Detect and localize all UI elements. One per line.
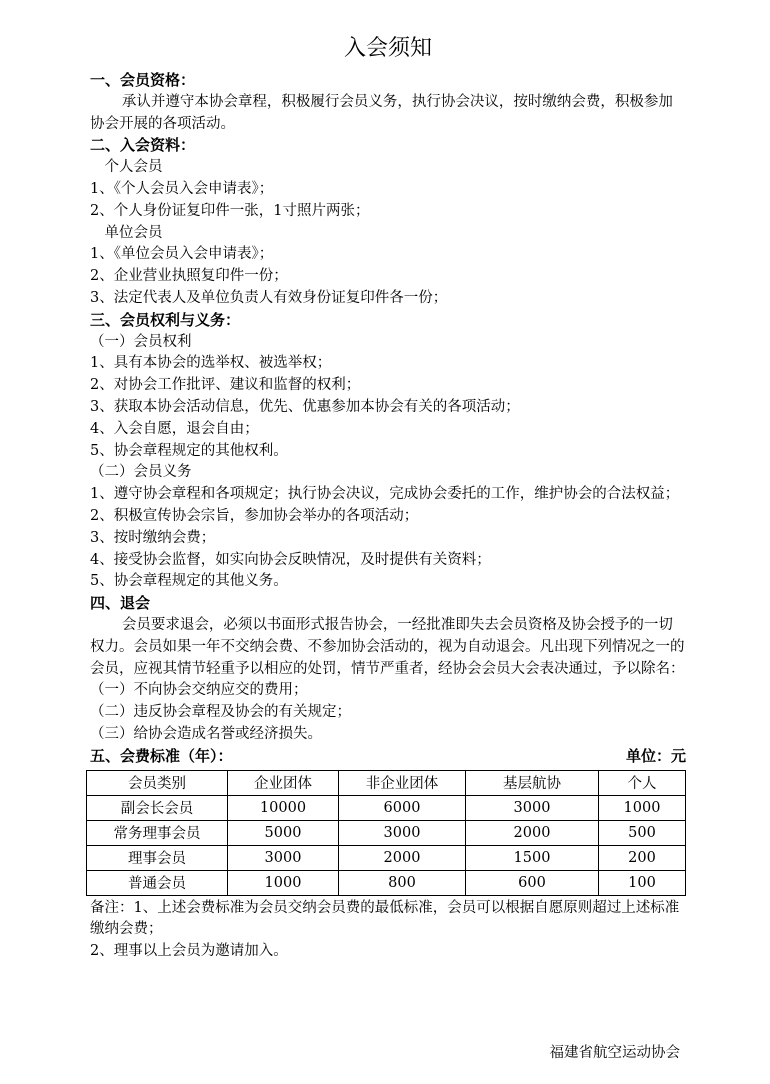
section-4-body: 会员要求退会，必须以书面形式报告协会，一经批准即失去会员资格及协会授予的一切权力。会员如果一年不交纳会费、不参加协会活动的，视为自动退会。凡出现下列情况之一的会员，应视其情节轻重予以相应的处罚，情节严重者，经协会会员大会表决通过，予以除名： xyxy=(90,616,685,677)
withdraw-item: （一）不向协会交纳应交的费用； xyxy=(90,682,308,699)
duties-item: 4、接受协会监督，如实向协会反映情况，及时提供有关资料； xyxy=(90,551,491,568)
unit-item: 3、法定代表人及单位负责人有效身份证复印件各一份； xyxy=(90,289,448,306)
rights-item: 1、具有本协会的选举权、被选举权； xyxy=(90,355,332,372)
table-row xyxy=(87,845,686,870)
section-1-body: 承认并遵守本协会章程，积极履行会员义务，执行协会决议，按时缴纳会费，积极参加协会开展的各项活动。 xyxy=(90,93,673,132)
footer-organization: 福建省航空运动协会 xyxy=(549,1045,680,1061)
table-cell: 1500 xyxy=(466,845,599,870)
rights-item: 5、协会章程规定的其他权利。 xyxy=(90,442,288,459)
unit-label: 单位：元 xyxy=(625,746,686,765)
duties-item: 1、遵守协会章程和各项规定；执行协会决议，完成协会委托的工作，维护协会的合法权益； xyxy=(90,486,680,503)
table-cell: 6000 xyxy=(339,795,466,820)
table-cell: 2000 xyxy=(466,820,599,845)
fee-table xyxy=(86,770,686,896)
section-2-heading: 二、入会资料： xyxy=(90,136,196,155)
withdraw-item: （三）给协会造成名誉或经济损失。 xyxy=(90,725,322,742)
column-header: 非企业团体 xyxy=(339,770,466,795)
table-cell: 1000 xyxy=(599,795,686,820)
table-cell: 普通会员 xyxy=(87,870,228,895)
table-cell: 1000 xyxy=(228,870,339,895)
withdraw-item: （二）违反协会章程及协会的有关规定； xyxy=(90,704,351,721)
personal-member-label: 个人会员 xyxy=(104,159,163,176)
section-3-heading: 三、会员权利与义务： xyxy=(90,310,241,329)
column-header: 基层航协 xyxy=(466,770,599,795)
personal-item: 1、《个人会员入会申请表》； xyxy=(90,180,274,197)
table-cell: 3000 xyxy=(339,820,466,845)
duties-item: 3、按时缴纳会费； xyxy=(90,529,216,546)
unit-item: 1、《单位会员入会申请表》； xyxy=(90,246,274,263)
table-cell: 600 xyxy=(466,870,599,895)
table-cell: 副会长会员 xyxy=(87,795,228,820)
section-1-heading: 一、会员资格： xyxy=(90,71,196,89)
rights-item: 4、入会自愿，退会自由； xyxy=(90,420,259,437)
table-cell: 500 xyxy=(599,820,686,845)
rights-label: （一）会员权利 xyxy=(90,333,192,350)
column-header: 个人 xyxy=(599,770,686,795)
table-cell: 理事会员 xyxy=(87,845,228,870)
duties-item: 2、积极宣传协会宗旨，参加协会举办的各项活动； xyxy=(90,507,419,524)
table-cell: 800 xyxy=(339,870,466,895)
table-header-row xyxy=(87,770,686,795)
column-header: 会员类别 xyxy=(87,770,228,795)
note-1: 备注：1、上述会费标准为会员交纳会员费的最低标准，会员可以根据自愿原则超过上述标准缴纳会费； xyxy=(90,899,680,938)
table-cell: 2000 xyxy=(339,845,466,870)
table-cell: 常务理事会员 xyxy=(87,820,228,845)
table-cell: 100 xyxy=(599,870,686,895)
table-row xyxy=(87,820,686,845)
page-title: 入会须知 xyxy=(343,36,432,61)
document-page xyxy=(90,34,686,963)
rights-item: 2、对协会工作批评、建议和监督的权利； xyxy=(90,377,361,394)
table-cell: 10000 xyxy=(228,795,339,820)
table-row xyxy=(87,795,686,820)
rights-item: 3、获取本协会活动信息，优先、优惠参加本协会有关的各项活动； xyxy=(90,398,520,415)
duties-label: （二）会员义务 xyxy=(90,464,192,481)
section-4-heading: 四、退会 xyxy=(90,594,151,613)
table-row xyxy=(87,870,686,895)
unit-item: 2、企业营业执照复印件一份； xyxy=(90,268,288,285)
unit-member-label: 单位会员 xyxy=(104,224,163,241)
duties-item: 5、协会章程规定的其他义务。 xyxy=(90,573,288,590)
note-2: 2、理事以上会员为邀请加入。 xyxy=(90,943,288,960)
personal-item: 2、个人身份证复印件一张，1寸照片两张； xyxy=(90,202,370,219)
table-cell: 3000 xyxy=(228,845,339,870)
column-header: 企业团体 xyxy=(228,770,339,795)
table-cell: 5000 xyxy=(228,820,339,845)
section-5-heading: 五、会费标准（年）： xyxy=(90,746,233,765)
table-cell: 3000 xyxy=(466,795,599,820)
table-cell: 200 xyxy=(599,845,686,870)
